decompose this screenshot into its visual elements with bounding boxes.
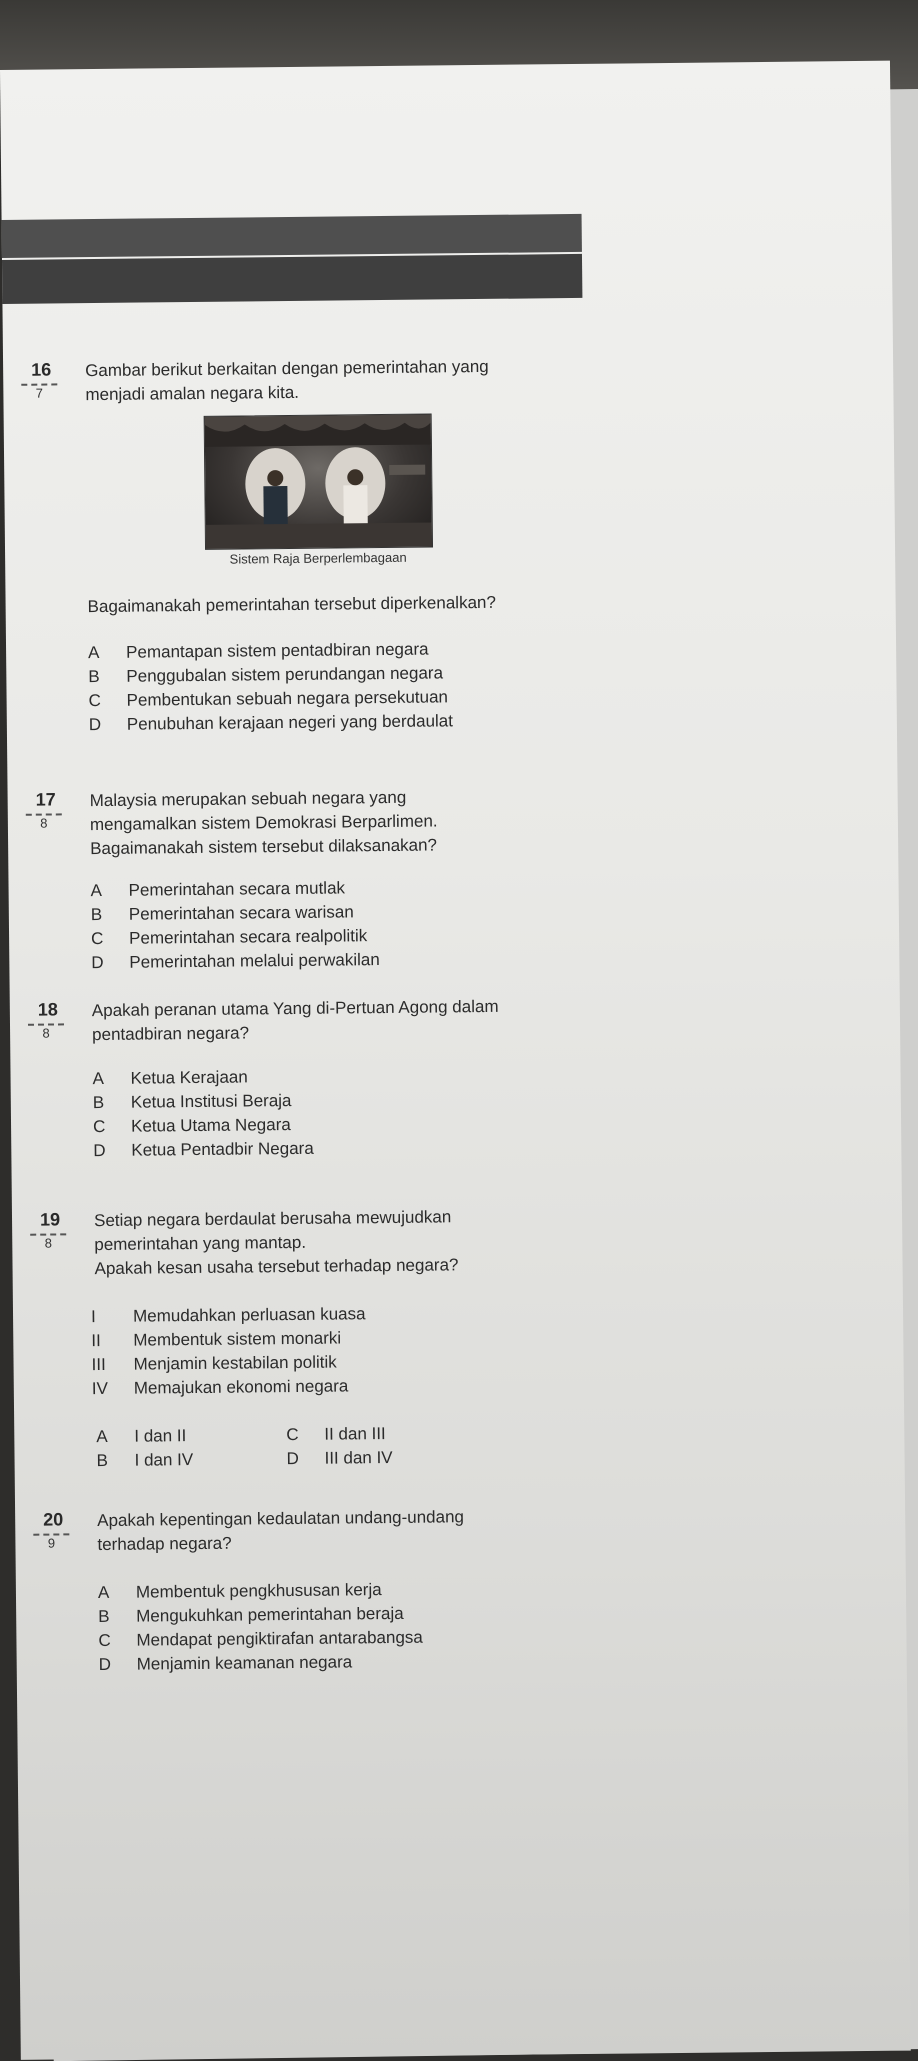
option-letter: B [98,1606,110,1627]
option-text: Mendapat pengiktirafan antarabangsa [136,1627,423,1650]
option-a[interactable] [96,1423,286,1449]
throne-room-illustration [205,415,432,549]
option-letter: A [90,880,103,901]
option-text: Menjamin keamanan negara [136,1652,353,1674]
statement-numeral: II [91,1331,101,1351]
stem-line: Malaysia merupakan sebuah negara yang [89,787,407,811]
figure-caption: Sistem Raja Berperlembagaan [229,549,407,567]
option-letter: B [90,904,103,925]
option-c[interactable] [98,1626,423,1653]
question-number: 20 [43,1509,64,1530]
option-letter: C [88,690,101,711]
level-marker: 8 [26,813,62,833]
question-16 [3,351,863,735]
statement-numeral: III [91,1354,106,1375]
statement-iii [91,1350,366,1377]
option-letter: C [91,928,104,949]
level-marker: 8 [30,1233,66,1253]
question-stem [92,994,612,1047]
stem-line: Apakah kepentingan kedaulatan undang-undang [97,1507,465,1531]
option-text: Membentuk pengkhususan kerja [135,1580,382,1602]
option-text: I dan II [134,1426,187,1446]
question-number: 18 [37,999,58,1020]
option-c[interactable] [91,924,380,951]
answer-options [98,1578,423,1677]
option-text: Penggubalan sistem perundangan negara [126,663,444,686]
questions-area [3,351,901,2060]
statement-ii [91,1326,366,1353]
stem-line: pentadbiran negara? [92,1023,250,1045]
option-text: Pemantapan sistem pentadbiran negara [126,639,429,662]
option-text: III dan IV [324,1447,393,1468]
stem-line: pemerintahan yang mantap. [94,1232,307,1255]
question-20 [15,1501,875,1675]
answer-options [96,1421,476,1473]
option-text: Pemerintahan melalui perwakilan [129,950,380,972]
question-number: 19 [39,1209,61,1230]
level-marker: 7 [21,383,57,403]
stem-line: Gambar berikut berkaitan dengan pemerintahan yang [85,356,489,381]
question-stem [85,354,605,407]
stem-line: terhadap negara? [97,1533,232,1555]
option-text: II dan III [324,1424,386,1444]
option-letter: A [97,1582,110,1603]
question-number: 17 [35,789,56,810]
option-letter: D [98,1654,112,1675]
option-a[interactable] [92,1065,313,1091]
question-18 [10,991,870,1161]
option-letter: D [91,952,104,973]
question-19 [12,1201,872,1471]
option-letter: D [93,1140,106,1161]
option-text: Penubuhan kerajaan negeri yang berdaulat [126,711,454,734]
statement-list [91,1302,366,1401]
option-text: Ketua Pentadbir Negara [131,1138,314,1160]
question-17 [8,781,868,973]
option-b[interactable] [93,1089,314,1115]
statement-text: Memudahkan perluasan kuasa [132,1304,366,1326]
option-d[interactable] [91,948,380,975]
option-letter: B [92,1092,105,1113]
option-letter: C [98,1630,111,1651]
stem-line: Setiap negara berdaulat berusaha mewujudkan [93,1207,452,1231]
question-number: 16 [31,359,52,380]
option-d[interactable] [99,1650,424,1677]
option-d[interactable] [286,1445,476,1471]
option-letter: C [92,1116,106,1137]
option-letter: A [88,642,100,663]
option-letter: D [286,1448,299,1469]
statement-numeral: I [90,1307,96,1327]
level-marker: 8 [28,1023,64,1043]
answer-options [88,637,453,737]
option-c[interactable] [93,1113,314,1139]
statement-numeral: IV [91,1378,108,1399]
option-a[interactable] [90,876,379,903]
option-letter: A [92,1068,105,1089]
question-stem [90,784,611,861]
option-text: Ketua Kerajaan [130,1067,248,1088]
answer-options [90,876,379,975]
option-letter: B [96,1450,109,1471]
statement-text: Memajukan ekonomi negara [133,1376,349,1398]
statement-iv [92,1374,367,1401]
royal-figure-image [204,413,433,549]
question-prompt: Bagaimanakah pemerintahan tersebut diperkenalkan? [87,592,496,617]
stem-line: mengamalkan sistem Demokrasi Berparlimen. [89,811,438,835]
option-text: Pembentukan sebuah negara persekutuan [126,687,449,710]
stem-line: menjadi amalan negara kita. [85,382,300,405]
option-c[interactable] [286,1421,476,1447]
option-d[interactable] [89,709,453,737]
header-band [2,214,582,258]
stem-line: Apakah kesan usaha tersebut terhadap negara? [94,1255,459,1279]
statement-text: Membentuk sistem monarki [133,1328,342,1350]
question-stem [94,1204,615,1281]
answer-options [92,1065,313,1163]
option-b[interactable] [98,1602,423,1629]
stem-line: Bagaimanakah sistem tersebut dilaksanakan? [90,835,438,859]
option-text: Mengukuhkan pemerintahan beraja [136,1603,404,1626]
option-b[interactable] [91,900,380,927]
statement-text: Menjamin kestabilan politik [133,1352,337,1374]
option-text: Ketua Institusi Beraja [130,1091,292,1112]
option-d[interactable] [93,1137,314,1163]
option-text: Pemerintahan secara warisan [128,902,354,924]
option-text: I dan IV [134,1450,194,1470]
option-b[interactable] [96,1447,286,1473]
level-marker: 9 [33,1533,69,1553]
option-letter: C [286,1424,299,1445]
option-letter: A [96,1426,108,1447]
option-letter: D [88,714,102,735]
option-letter: B [88,666,100,687]
stem-line: Apakah peranan utama Yang di-Pertuan Agong dalam [91,996,499,1021]
option-text: Pemerintahan secara mutlak [128,878,346,900]
question-stem [97,1504,617,1557]
option-text: Ketua Utama Negara [130,1115,291,1136]
worksheet-page [0,61,911,2060]
header-band-dark [2,254,582,304]
option-text: Pemerintahan secara realpolitik [128,926,368,948]
option-a[interactable] [98,1578,423,1605]
statement-i [91,1302,366,1329]
